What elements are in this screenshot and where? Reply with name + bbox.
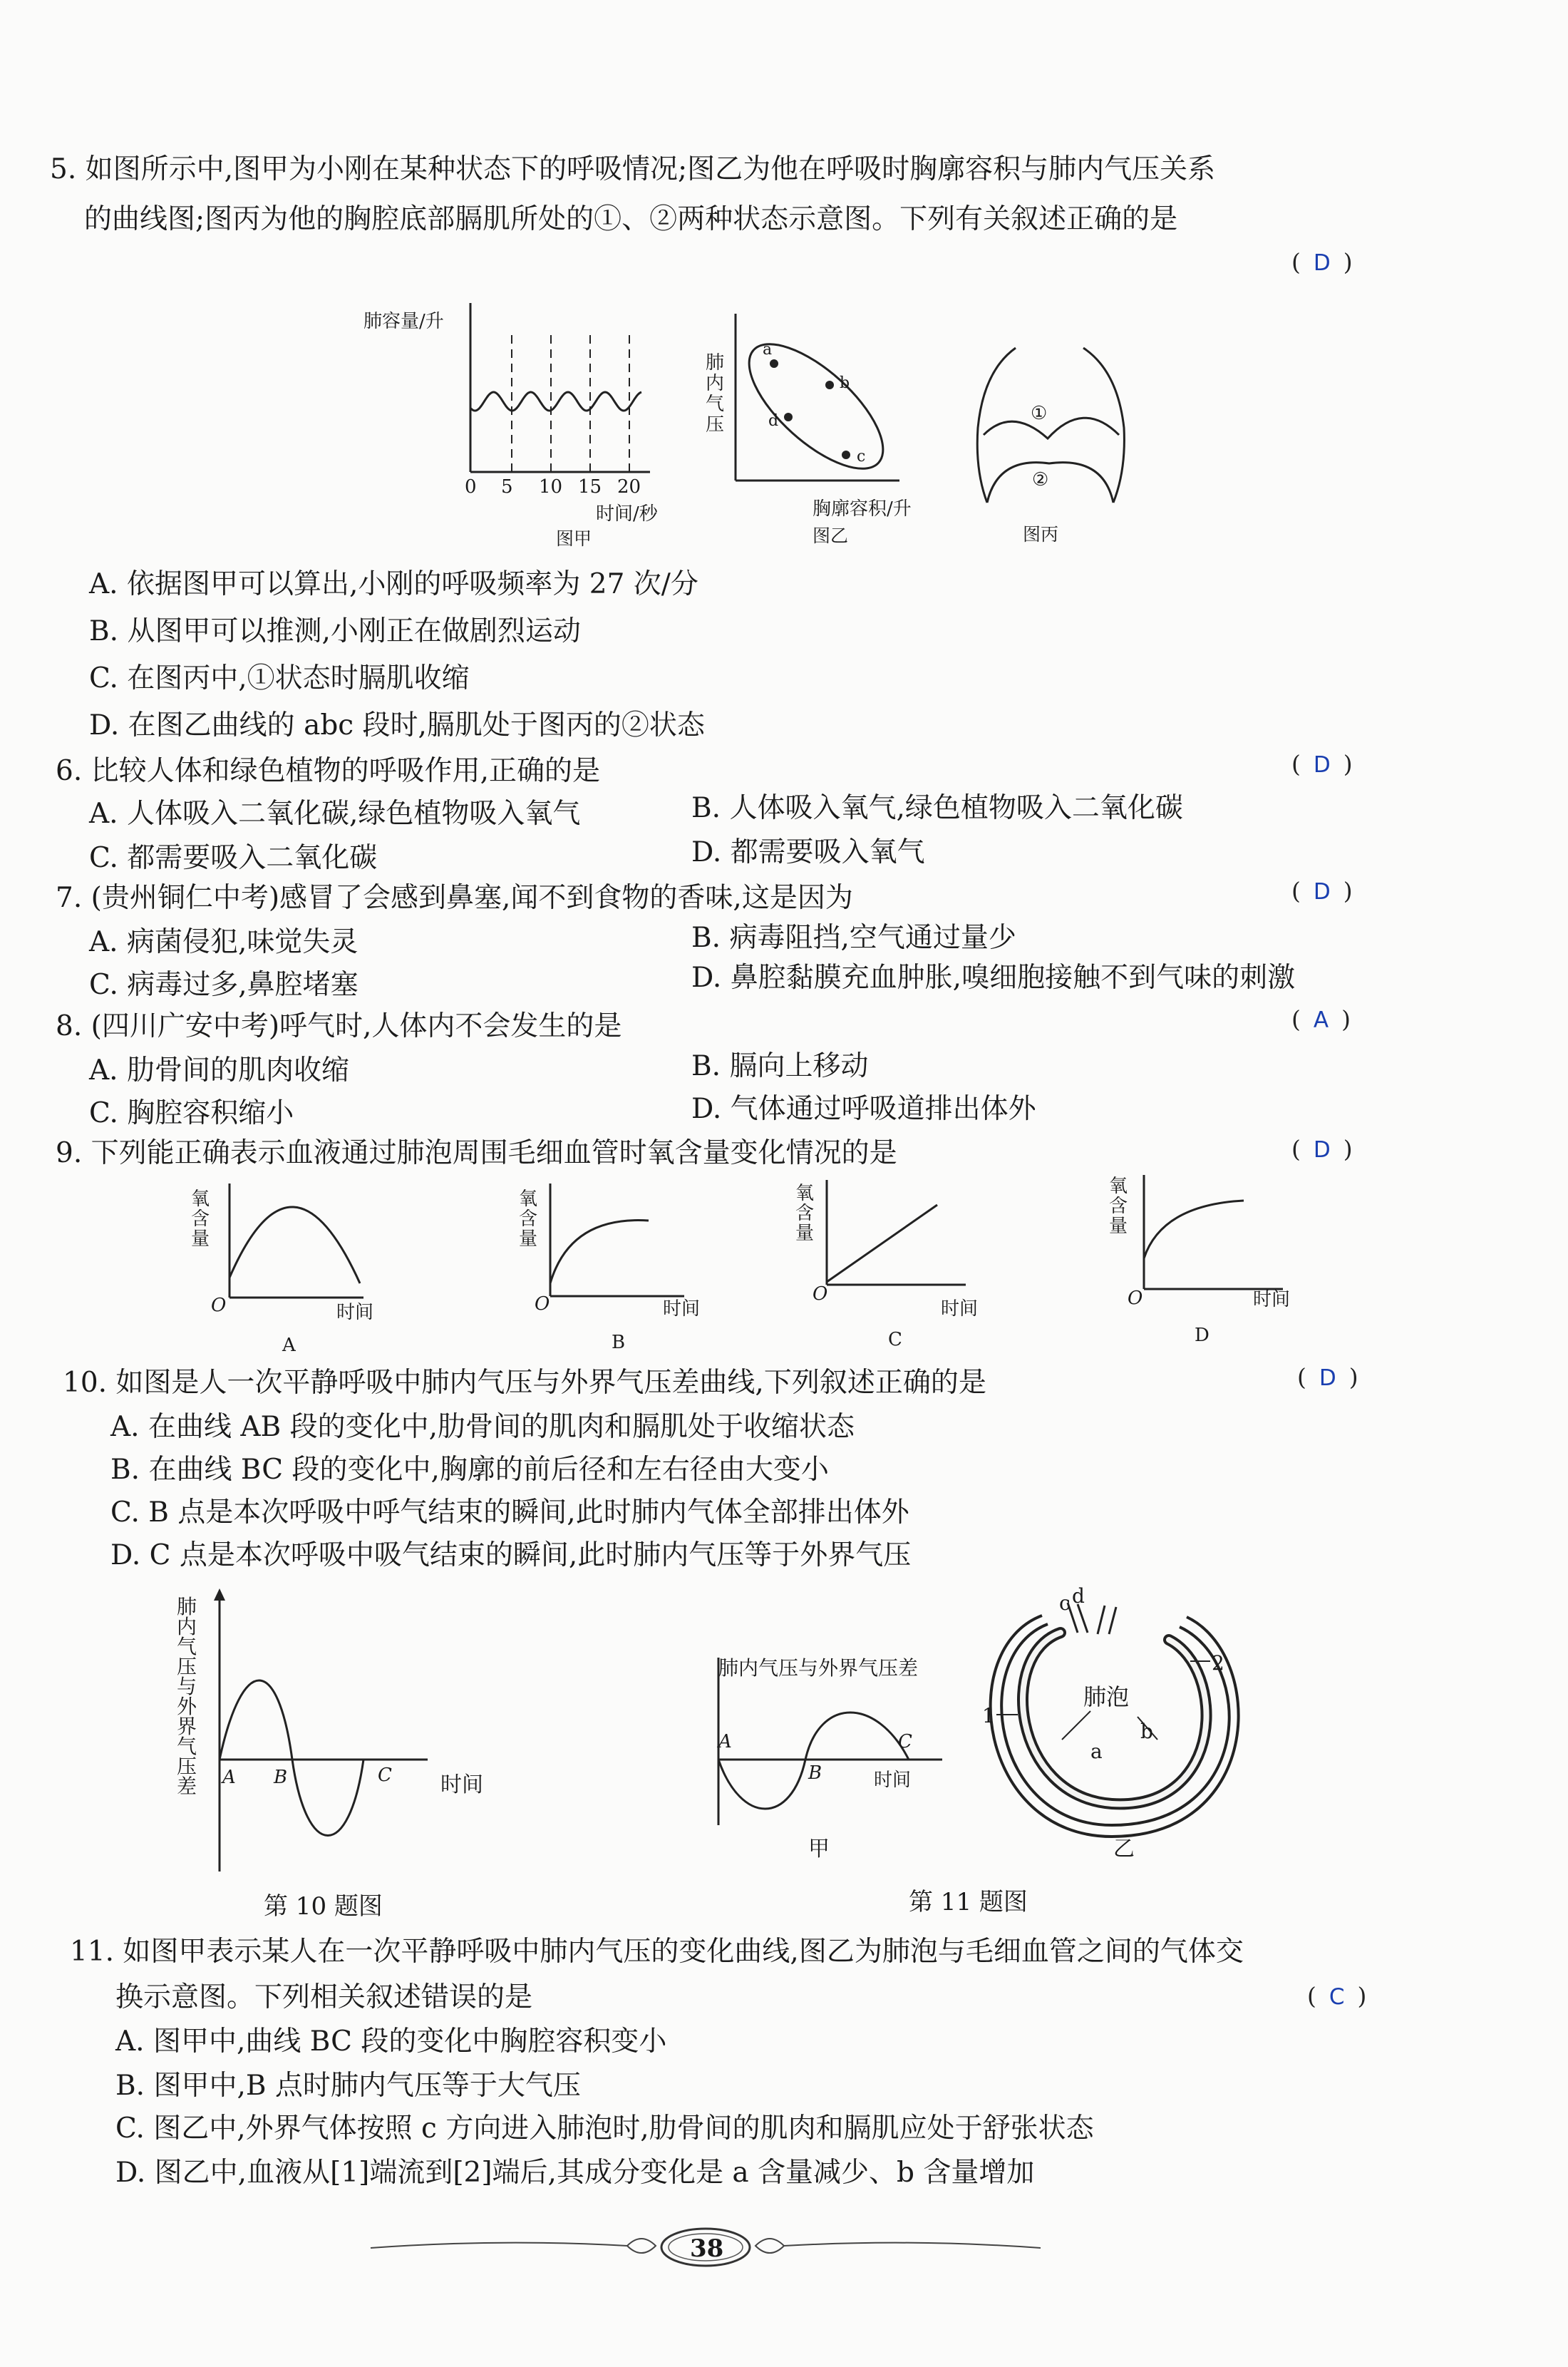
q9-d-origin: O [1128,1288,1143,1309]
q8-option-c: C. 胸腔容积缩小 [89,1097,294,1129]
q6-option-a: A. 人体吸入二氧化碳,绿色植物吸入氧气 [89,798,581,830]
q5-yi-xlabel: 胸廓容积/升 [813,498,912,520]
q5-jia-xlabel: 时间/秒 [596,503,658,525]
q11-yi-label-d: d [1072,1584,1085,1608]
q8-answer: ( A ) [1291,1005,1351,1033]
q5-yi-caption: 图乙 [813,525,849,546]
q5-yi-point-d: d [768,412,779,430]
q9-b-label: B [612,1332,626,1353]
q11-yi-label-a: a [1090,1740,1103,1763]
q11-answer-value: C [1329,1984,1345,2010]
q5-jia-xtick-20: 20 [617,476,641,498]
q5-yi-point-a: a [763,341,773,359]
q7-answer: ( D ) [1291,877,1353,905]
q5-jia-xtick-10: 10 [539,476,563,498]
q5-jia-ylabel: 肺容量/升 [363,311,444,332]
q11-fig-caption: 第 11 题图 [909,1888,1028,1916]
q5-yi-point-b: b [840,374,850,392]
q9-d-ylabel: 氧含量 [1109,1176,1128,1237]
q5-jia-caption: 图甲 [556,528,592,549]
q11-jia-caption: 甲 [808,1837,830,1862]
q5-stem-line1: 5. 如图所示中,图甲为小刚在某种状态下的呼吸情况;图乙为他在呼吸时胸廓容积与肺内气压关系 [50,153,1216,185]
q10-option-a: A. 在曲线 AB 段的变化中,肋骨间的肌肉和膈肌处于收缩状态 [110,1411,855,1443]
q11-yi-label-2: 2 [1212,1651,1224,1675]
q7-option-d: D. 鼻腔黏膜充血肿胀,嗅细胞接触不到气味的刺激 [691,962,1296,994]
q8-option-b: B. 膈向上移动 [691,1050,869,1082]
q5-jia-xtick-5: 5 [501,476,513,498]
q11-jia-xlabel: 时间 [874,1770,912,1791]
q10-option-d: D. C 点是本次呼吸中吸气结束的瞬间,此时肺内气压等于外界气压 [110,1539,912,1571]
q8-answer-value: A [1313,1007,1329,1033]
q9-d-xlabel: 时间 [1253,1289,1291,1310]
q5-option-d: D. 在图乙曲线的 abc 段时,膈肌处于图丙的②状态 [89,709,705,741]
q10-fig-point-b: B [274,1767,288,1788]
q5-bing-caption: 图丙 [1023,524,1059,545]
q10-option-c: C. B 点是本次呼吸中呼气结束的瞬间,此时肺内气体全部排出体外 [110,1496,909,1529]
q9-c-origin: O [813,1283,828,1305]
q6-stem: 6. 比较人体和绿色植物的呼吸作用,正确的是 [56,755,601,787]
q11-option-a: A. 图甲中,曲线 BC 段的变化中胸腔容积变小 [115,2025,667,2058]
page-number: 38 [690,2234,724,2263]
q11-stem-line1: 11. 如图甲表示某人在一次平静呼吸中肺内气压的变化曲线,图乙为肺泡与毛细血管之间的气体交 [70,1936,1244,1968]
q11-option-b: B. 图甲中,B 点时肺内气压等于大气压 [115,2070,581,2102]
q5-yi-point-c: c [857,448,866,466]
q9-answer: ( D ) [1291,1135,1353,1163]
q11-option-c: C. 图乙中,外界气体按照 c 方向进入肺泡时,肋骨间的肌肉和膈肌应处于舒张状态 [115,2112,1094,2145]
q8-stem: 8. (四川广安中考)呼气时,人体内不会发生的是 [56,1010,622,1042]
q9-d-label: D [1195,1325,1209,1346]
q10-fig-xlabel: 时间 [440,1772,483,1797]
q8-option-a: A. 肋骨间的肌肉收缩 [89,1054,349,1087]
q11-stem-line2: 换示意图。下列相关叙述错误的是 [115,1981,533,2013]
q5-answer-value: D [1313,250,1331,276]
q5-option-b: B. 从图甲可以推测,小刚正在做剧烈运动 [89,615,581,647]
q11-jia-point-c: C [898,1731,912,1752]
q9-a-label: A [282,1335,296,1356]
q10-fig-point-a: A [222,1767,236,1788]
q11-yi-caption: 乙 [1113,1837,1135,1862]
q5-jia-xtick-0: 0 [465,476,477,498]
q5-yi-ylabel: 肺内气压 [706,352,725,436]
q6-option-d: D. 都需要吸入氧气 [691,836,925,868]
q5-answer: ( D ) [1291,248,1353,276]
q10-stem: 10. 如图是人一次平静呼吸中肺内气压与外界气压差曲线,下列叙述正确的是 [63,1367,986,1399]
q9-b-origin: O [535,1293,550,1315]
q11-yi-label-1: 1 [982,1704,995,1727]
q5-option-c: C. 在图丙中,①状态时膈肌收缩 [89,662,470,694]
q10-answer: ( D ) [1297,1363,1358,1391]
q11-yi-label-alveolus: 肺泡 [1083,1683,1130,1710]
q11-option-d: D. 图乙中,血液从[1]端流到[2]端后,其成分变化是 a 含量减少、b 含量增加 [115,2157,1035,2189]
q9-c-label: C [888,1329,902,1350]
q7-stem: 7. (贵州铜仁中考)感冒了会感到鼻塞,闻不到食物的香味,这是因为 [56,882,853,914]
q6-option-c: C. 都需要吸入二氧化碳 [89,842,378,874]
q5-option-a: A. 依据图甲可以算出,小刚的呼吸频率为 27 次/分 [89,568,698,600]
q7-option-b: B. 病毒阻挡,空气通过量少 [691,922,1016,954]
q9-stem: 9. 下列能正确表示血液通过肺泡周围毛细血管时氧含量变化情况的是 [56,1137,897,1169]
q7-option-a: A. 病菌侵犯,味觉失灵 [89,926,359,958]
q6-answer: ( D ) [1291,750,1353,778]
q11-answer: ( C ) [1307,1982,1367,2010]
q6-answer-value: D [1313,752,1331,778]
q9-c-ylabel: 氧含量 [795,1183,815,1244]
q9-a-origin: O [211,1295,227,1316]
q5-bing-label-2: ② [1032,469,1049,491]
q10-option-b: B. 在曲线 BC 段的变化中,胸廓的前后径和左右径由大变小 [110,1454,829,1486]
q7-answer-value: D [1313,879,1331,905]
q9-a-xlabel: 时间 [336,1302,374,1323]
q10-fig-caption: 第 10 题图 [264,1892,383,1921]
q5-bing-label-1: ① [1031,403,1048,424]
q10-answer-value: D [1319,1365,1336,1391]
q9-b-xlabel: 时间 [663,1298,701,1320]
q6-option-b: B. 人体吸入氧气,绿色植物吸入二氧化碳 [691,792,1183,824]
q9-answer-value: D [1313,1137,1331,1163]
q9-b-ylabel: 氧含量 [519,1188,538,1250]
q9-a-ylabel: 氧含量 [191,1188,210,1250]
q5-stem-line2: 的曲线图;图丙为他的胸腔底部膈肌所处的①、②两种状态示意图。下列有关叙述正确的是 [84,203,1178,235]
q11-jia-point-a: A [718,1731,732,1752]
q5-jia-xtick-15: 15 [578,476,602,498]
q8-option-d: D. 气体通过呼吸道排出体外 [691,1093,1036,1125]
q10-fig-point-c: C [378,1765,392,1786]
q10-fig-ylabel: 肺内气压与外界气压差 [177,1595,197,1798]
q11-yi-label-c: c [1059,1591,1071,1615]
q11-jia-ylabel: 肺内气压与外界气压差 [718,1656,919,1680]
q9-c-xlabel: 时间 [941,1298,979,1320]
q11-yi-label-b: b [1140,1720,1153,1743]
q7-option-c: C. 病毒过多,鼻腔堵塞 [89,969,359,1001]
q11-jia-point-b: B [808,1762,822,1784]
